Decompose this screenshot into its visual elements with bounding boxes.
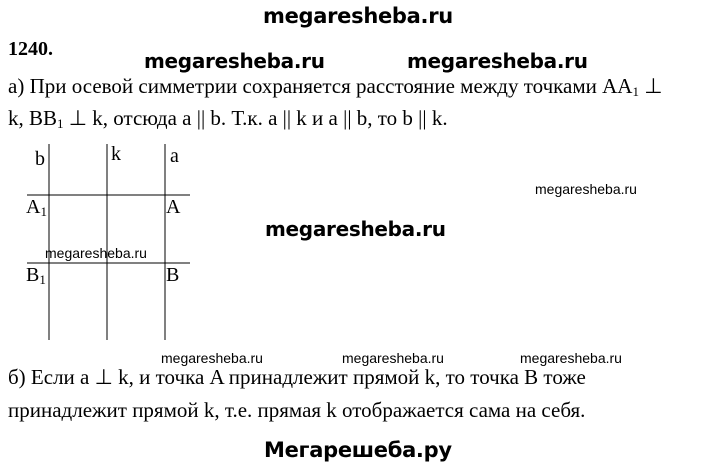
label-a: a	[170, 145, 179, 167]
watermark: megaresheba.ru	[265, 217, 446, 241]
label-B1: $B_1$	[26, 264, 46, 287]
footer-watermark: Мегарешеба.ру	[264, 438, 452, 462]
header-watermark: megaresheba.ru	[263, 4, 453, 28]
problem-number: 1240.	[8, 38, 53, 60]
watermark: megaresheba.ru	[161, 350, 263, 366]
watermark: megaresheba.ru	[407, 49, 588, 73]
label-k: k	[111, 143, 121, 165]
watermark: megaresheba.ru	[144, 49, 325, 73]
label-B: B	[166, 264, 180, 286]
watermark: megaresheba.ru	[535, 181, 637, 197]
label-b: b	[35, 148, 45, 170]
part-a-line-1: а) При осевой симметрии сохраняется расстояние между точками $AA_1$ ⊥	[8, 74, 663, 99]
part-a-line-2: k, $BB_1$ ⊥ k, отсюда a || b. Т.к. a || k и a || b, то b || k.	[8, 106, 448, 131]
part-b-line-2: принадлежит прямой k, т.е. прямая k отображается сама на себя.	[8, 398, 586, 422]
part-b-line-1: б) Если a ⊥ k, и точка A принадлежит прямой k, то точка B тоже	[8, 365, 586, 389]
label-A: A	[166, 196, 181, 218]
watermark: megaresheba.ru	[342, 350, 444, 366]
label-A1: $A_1$	[26, 196, 47, 219]
watermark: megaresheba.ru	[520, 350, 622, 366]
watermark: megaresheba.ru	[45, 245, 147, 261]
